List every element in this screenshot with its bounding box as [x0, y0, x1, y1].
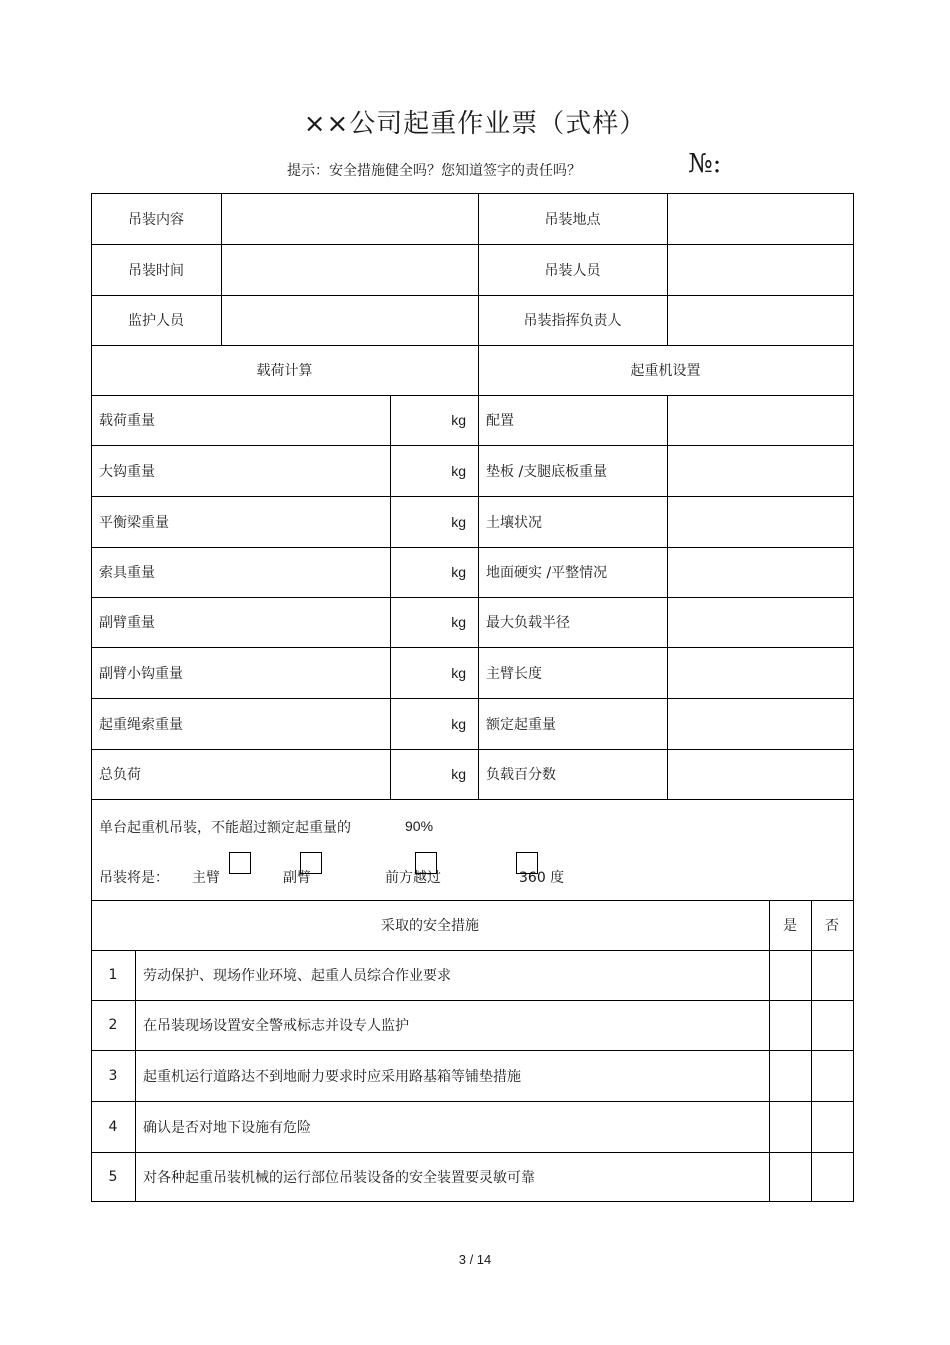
table-border	[91, 647, 854, 648]
single-crane-text: 单台起重机吊装，不能超过额定起重量的	[99, 820, 351, 836]
info-value-field[interactable]	[221, 244, 478, 295]
lift-option-checkbox[interactable]	[415, 852, 437, 874]
load-label: 大钩重量	[99, 463, 155, 480]
crane-value-field[interactable]	[667, 597, 853, 647]
table-border	[91, 496, 854, 497]
lift-option-checkbox[interactable]	[516, 852, 538, 874]
option-front-over: 前方越过	[385, 870, 441, 886]
page-number: 3 / 14	[458, 1252, 492, 1267]
load-value-field[interactable]: kg	[451, 412, 466, 428]
info-label: 吊装指挥负责人	[523, 313, 622, 329]
load-value-field[interactable]: kg	[451, 766, 466, 782]
info-value-field[interactable]	[667, 295, 853, 345]
table-border	[91, 1101, 854, 1102]
option-main-boom: 主臂	[192, 870, 220, 886]
page-title: ××公司起重作业票（式样）	[303, 109, 647, 139]
crane-value-field[interactable]	[667, 698, 853, 749]
info-label: 吊装内容	[128, 211, 184, 228]
measure-no-cell[interactable]	[811, 1050, 853, 1101]
measure-number: 5	[108, 1168, 118, 1185]
table-border	[91, 1152, 854, 1153]
measure-no-cell[interactable]	[811, 1101, 853, 1152]
lift-label: 吊装将是：	[99, 870, 169, 886]
crane-value-field[interactable]	[667, 496, 853, 547]
table-border	[91, 1000, 854, 1001]
info-value-field[interactable]	[667, 244, 853, 295]
option-360: 360 度	[519, 870, 565, 886]
table-border	[91, 900, 854, 901]
measure-number: 3	[108, 1067, 118, 1084]
crane-label: 垫板 /支腿底板重量	[486, 463, 608, 480]
measure-yes-cell[interactable]	[769, 1101, 811, 1152]
lift-option-checkbox[interactable]	[229, 852, 251, 874]
table-border	[667, 395, 668, 800]
measure-no-cell[interactable]	[811, 1152, 853, 1201]
load-label: 起重绳索重量	[99, 716, 183, 733]
percent-value: 90%	[405, 818, 434, 834]
load-label: 总负荷	[99, 767, 141, 783]
crane-label: 主臂长度	[486, 665, 542, 682]
info-value-field[interactable]	[221, 295, 478, 345]
section-header-crane: 起重机设置	[630, 363, 701, 379]
table-border	[91, 244, 854, 245]
table-border	[91, 395, 854, 396]
info-value-field[interactable]	[667, 193, 853, 244]
table-border	[390, 395, 391, 800]
table-border	[91, 749, 854, 750]
no-header: 否	[825, 918, 839, 934]
load-label: 副臂重量	[99, 615, 155, 631]
measure-number: 2	[108, 1017, 118, 1033]
measure-yes-cell[interactable]	[769, 1000, 811, 1050]
hint-text: 提示：安全措施健全吗？您知道签字的责任吗？	[287, 163, 581, 179]
measure-text: 劳动保护、现场作业环境、起重人员综合作业要求	[143, 968, 451, 984]
measure-no-cell[interactable]	[811, 950, 853, 1000]
crane-label: 额定起重量	[486, 716, 556, 733]
measure-yes-cell[interactable]	[769, 950, 811, 1000]
table-border	[811, 900, 812, 1202]
info-label: 吊装时间	[128, 262, 184, 279]
info-label: 监护人员	[128, 313, 184, 329]
table-border	[135, 950, 136, 1202]
table-border	[91, 698, 854, 699]
crane-label: 配置	[486, 413, 514, 429]
yes-header: 是	[783, 918, 797, 934]
info-label: 吊装人员	[544, 262, 601, 279]
measure-no-cell[interactable]	[811, 1000, 853, 1050]
table-border	[769, 900, 770, 1202]
load-value-field[interactable]: kg	[451, 462, 466, 479]
table-border	[91, 1050, 854, 1051]
option-jib: 副臂	[283, 870, 311, 886]
crane-value-field[interactable]	[667, 749, 853, 799]
lift-option-checkbox[interactable]	[300, 852, 322, 874]
table-border	[221, 193, 222, 346]
load-label: 载荷重量	[99, 413, 155, 429]
table-border	[91, 547, 854, 548]
measure-yes-cell[interactable]	[769, 1152, 811, 1201]
table-border	[91, 597, 854, 598]
crane-value-field[interactable]	[667, 647, 853, 698]
measure-number: 4	[108, 1118, 118, 1135]
table-border	[667, 193, 668, 346]
table-border	[91, 295, 854, 296]
info-value-field[interactable]	[221, 193, 478, 244]
measure-text: 起重机运行道路达不到地耐力要求时应采用路基箱等铺垫措施	[143, 1068, 521, 1085]
measure-text: 对各种起重吊装机械的运行部位吊装设备的安全装置要灵敏可靠	[143, 1169, 535, 1186]
table-border	[91, 193, 854, 194]
load-value-field[interactable]: kg	[451, 614, 466, 630]
load-value-field[interactable]: kg	[451, 664, 466, 681]
crane-value-field[interactable]	[667, 547, 853, 597]
load-label: 平衡梁重量	[99, 514, 169, 531]
table-border	[91, 950, 854, 951]
crane-label: 负载百分数	[486, 767, 556, 783]
crane-value-field[interactable]	[667, 395, 853, 445]
load-label: 副臂小钩重量	[99, 665, 183, 682]
table-border	[91, 345, 854, 346]
measure-number: 1	[108, 967, 118, 983]
load-value-field[interactable]: kg	[451, 715, 466, 732]
load-value-field[interactable]: kg	[451, 564, 466, 580]
table-border	[91, 445, 854, 446]
crane-label: 地面硬实 /平整情况	[486, 565, 608, 581]
number-label: №:	[688, 149, 722, 179]
info-label: 吊装地点	[544, 211, 601, 228]
crane-label: 土壤状况	[486, 514, 542, 531]
table-border	[91, 1201, 854, 1202]
section-header-load: 载荷计算	[256, 363, 313, 379]
measure-yes-cell[interactable]	[769, 1050, 811, 1101]
load-value-field[interactable]: kg	[451, 513, 466, 530]
measure-text: 在吊装现场设置安全警戒标志并设专人监护	[143, 1018, 409, 1034]
measures-header: 采取的安全措施	[381, 918, 479, 934]
load-label: 索具重量	[99, 565, 155, 581]
crane-label: 最大负载半径	[486, 615, 570, 631]
table-border	[91, 799, 854, 800]
crane-value-field[interactable]	[667, 445, 853, 496]
measure-text: 确认是否对地下设施有危险	[143, 1119, 311, 1136]
